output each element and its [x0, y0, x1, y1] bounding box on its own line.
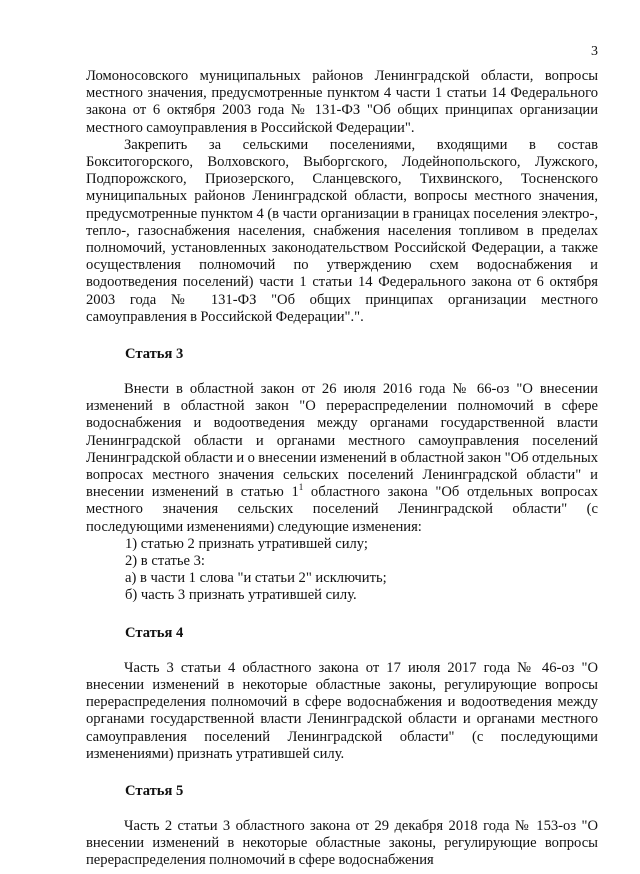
document-body	[86, 68, 598, 870]
article-3-heading: Статья 3	[125, 346, 184, 363]
paragraph-zakrepit: Закрепить за сельскими поселениями, входящими в состав Бокситогорского, Волховского, Выборгского, Лодейнопольского, Лужского, Подпорожского, Приозерского, Сланцевского, Тихвинского, Тосненского муниципальных районов Ленинградской области, вопросы местного значения, предусмотренные пунктом 4 (в части организации в границах поселения электро-, тепло-, газоснабжения населения, снабжения населения топливом в пределах полномочий, установленных законодательством Российской Федерации, а также осуществления полномочий по утверждению схем водоснабжения и водоотведения поселений) части 1 статьи 14 Федерального закона от 6 октября 2003 года № 131-ФЗ "Об общих принципах организации местного самоуправления в Российской Федерации".".	[86, 136, 598, 325]
paragraph-continuation: Ломоносовского муниципальных районов Ленинградской области, вопросы местного значения, предусмотренные пунктом 4 части 1 статьи 14 Федерального закона от 6 октября 2003 года № 131-ФЗ "Об общих принципах организации местного самоуправления в Российской Федерации".	[86, 68, 598, 136]
article-3-item-a: а) в части 1 слова "и статьи 2" исключить;	[125, 570, 387, 587]
page-number: 3	[591, 44, 598, 59]
superscript-one: 1	[298, 482, 304, 493]
article-3-item-2: 2) в статье 3:	[125, 553, 205, 570]
article-3-intro-part-a: Внести в областной закон от 26 июля 2016 года № 66-оз "О внесении изменений в областной закон "О перераспределении полномочий в сфере водоснабжения и водоотведения между органами государственной власти Ленинградской области и органами местного самоуправления поселений Ленинградской области и о внесении изменений в областной закон "Об отдельных вопросах местного значения сельских поселений Ленинградской области" и внесении изменений в статью 1	[86, 381, 598, 501]
article-3-intro-part-b: областного закона "Об отдельных вопросах местного значения сельских поселений Ленинградской области" (с последующими изменениями) следующие изменения:	[86, 484, 598, 535]
article-3-item-1: 1) статью 2 признать утратившей силу;	[125, 535, 368, 552]
article-5-heading: Статья 5	[125, 782, 184, 799]
article-3-intro	[86, 381, 598, 536]
article-4-heading: Статья 4	[125, 624, 184, 641]
article-3-item-b: б) часть 3 признать утратившей силу.	[125, 587, 357, 604]
article-5-text: Часть 2 статьи 3 областного закона от 29 декабря 2018 года № 153-оз "О внесении изменений в некоторые областные законы, регулирующие вопросы перераспределения полномочий в сфере водоснабжения	[86, 817, 598, 869]
article-4-text: Часть 3 статьи 4 областного закона от 17 июля 2017 года № 46-оз "О внесении изменений в некоторые областные законы, регулирующие вопросы перераспределения полномочий в сфере водоснабжения и водоотведения между органами государственной власти Ленинградской области и органами местного самоуправления поселений Ленинградской области" (с последующими изменениями) признать утратившей силу.	[86, 659, 598, 762]
